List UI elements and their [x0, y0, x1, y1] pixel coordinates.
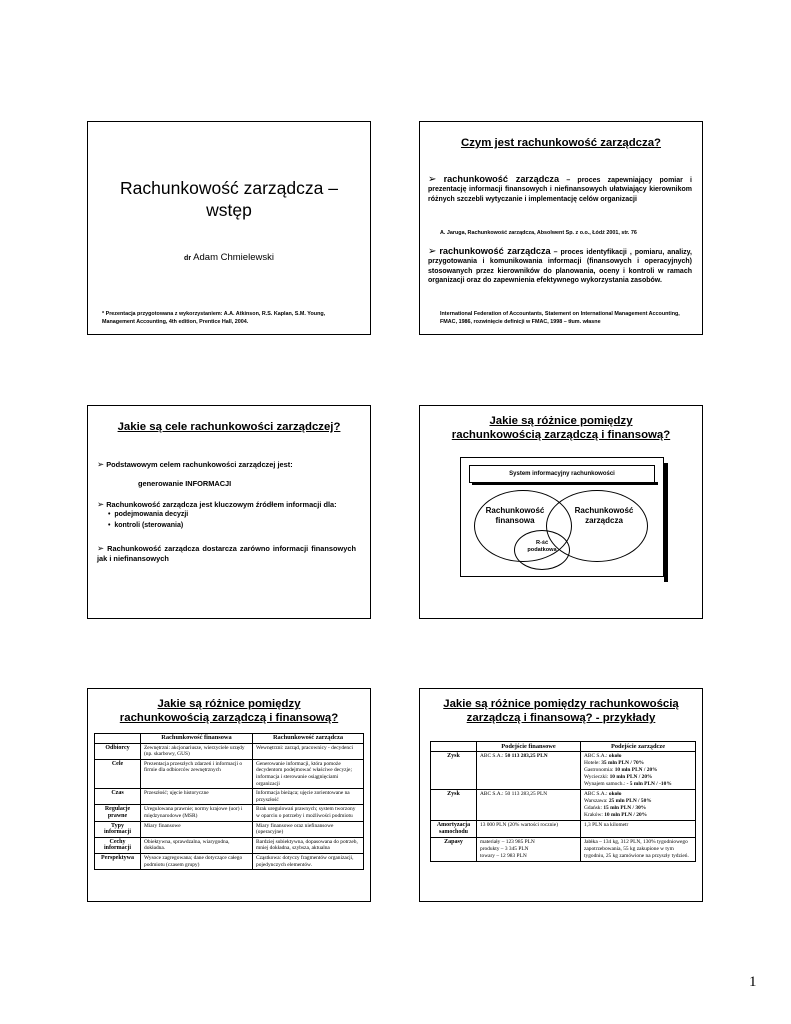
reference-1: A. Jaruga, Rachunkowość zarządcza, Absolwent Sp. z o.o., Łódź 2001, str. 76	[440, 230, 637, 236]
table-row: Cele Prezentacja przeszłych zdarzeń i informacji o firmie dla odbiorców zewnętrznych Generowanie informacji, która pomoże decydentom podejmować właściwe decyzje; informacja i sterowanie osiągnięciami organizacji	[95, 759, 364, 788]
examples-table	[430, 741, 696, 862]
goal-2-item: • kontroli (sterowania)	[108, 522, 184, 529]
tax-label: R-ść podatkowa	[527, 540, 557, 553]
arrow-bullet-icon: ➢	[428, 246, 437, 257]
table-header-row: Rachunkowość finansowa Rachunkowość zarządcza	[95, 734, 364, 744]
page-number: 1	[749, 974, 757, 990]
table-row: Czas Przeszłość; ujęcie historyczne Informacja bieżąca; ujęcie zorientowane na przyszłość	[95, 789, 364, 805]
definition-2: ➢ rachunkowość zarządcza – proces identyfikacji , pomiaru, analizy, przygotowania i komunikowania informacji (finansowych i operacyjnych) stosowanych przez kierowników do planowania, oceny i kontroli w ramach organizacji oraz do zapewnienia efektywnego wykorzystania zasobów.	[428, 246, 693, 285]
accounting-system-diagram	[460, 457, 664, 577]
slide-title	[87, 121, 371, 335]
slide-comparison-table	[87, 688, 371, 902]
slide-title: Jakie są różnice pomiędzy rachunkowością zarządczą i finansową? - przykłady	[443, 698, 679, 724]
table-row: Zysk ABC S.A.: 50 113 283,25 PLN ABC S.A.: około Hotele: 35 mln PLN / 70% Gastronomia: 10 mln PLN / 20% Wycieczki: 10 mln PLN / 20% Wynajem samoch.: - 5 mln PLN / -10%	[431, 752, 696, 790]
goal-1: ➢ Podstawowym celem rachunkowości zarządczej jest:	[97, 459, 293, 469]
slide-title: Jakie są różnice pomiędzy rachunkowością zarządczą i finansową?	[451, 415, 671, 441]
table-row: Zysk ABC S.A.: 50 113 283,25 PLN ABC S.A.: około Warszawa: 25 mln PLN / 50% Gdańsk: 15 mln PLN / 30% Kraków: 10 mln PLN / 20%	[431, 790, 696, 821]
table-row: Regulacje prawne Uregulowana prawnie; normy krajowe (uor) i międzynarodowe (MSR) Brak uregulowań prawnych; system tworzony w oparciu o potrzeby i możliwości podmiotu	[95, 805, 364, 821]
author: dr Adam Chmielewski	[184, 252, 274, 263]
goal-2: ➢ Rachunkowość zarządcza jest kluczowym źródłem informacji dla:	[97, 499, 337, 509]
goal-3: ➢ Rachunkowość zarządcza dostarcza zarówno informacji finansowych jak i niefinansowych	[97, 543, 356, 563]
slide-title: Jakie są cele rachunkowości zarządczej?	[117, 421, 341, 433]
financial-label: Rachunkowość finansowa	[485, 506, 545, 525]
slide-examples-table	[419, 688, 703, 902]
slide-goals	[87, 405, 371, 619]
table-row: Amortyzacja samochodu 13 000 PLN (20% wartości rocznie) 1,3 PLN na kilometr	[431, 821, 696, 838]
slide-definition	[419, 121, 703, 335]
arrow-bullet-icon: ➢	[97, 543, 105, 553]
slide-diagram	[419, 405, 703, 619]
main-title: Rachunkowość zarządcza – wstęp	[120, 178, 338, 220]
comparison-table	[94, 733, 364, 870]
goal-2-item: • podejmowania decyzji	[108, 511, 189, 518]
slide-title: Jakie są różnice pomiędzy rachunkowością zarządczą i finansową?	[119, 698, 339, 724]
table-row: Perspektywa Wysoce zagregowana; dane dotyczące całego podmiotu (czasem grupy) Cząstkowa: dotyczy fragmentów organizacji, pojedynczych elementów.	[95, 853, 364, 869]
table-row: Cechy informacji Obiektywna, sprawdzalna, wiarygodna, dokładna. Bardziej subiektywna, dopasowana do potrzeb, mniej dokładna, szybsza, aktualna	[95, 837, 364, 853]
table-header-row: Podejście finansowe Podejście zarządcze	[431, 742, 696, 752]
table-row: Zapasy materiały – 123 985 PLN produkty – 3 345 PLN towary – 12 983 PLN Jabłka – 134 kg, 312 PLN, 130% tygodniowego zapotrzebowania, 55 kg zakupione w tym tygodniu, 25 kg zamówione na przyszły tydzień.	[431, 838, 696, 862]
system-box: System informacyjny rachunkowości	[469, 465, 655, 483]
source-note: * Prezentacja przygotowana z wykorzystaniem: A.A. Atkinson, R.S. Kaplan, S.M. Young, Management Accounting, 4th edition, Prentice Hall, 2004.	[102, 311, 326, 325]
definition-1: ➢ rachunkowość zarządcza – proces zapewniający pomiar i prezentację informacji finansowych i niefinansowych ułatwiający kierownikom różnych szczebli wytyczanie i implementację celów organizacji	[428, 174, 692, 203]
table-row: Odbiorcy Zewnętrzni: akcjonariusze, wierzyciele urzędy (np. skarbowy, GUS) Wewnętrzni: zarząd, pracownicy - decydenci	[95, 743, 364, 759]
reference-2: International Federation of Accountants, Statement on International Management Accounting, FMAC, 1986, rozwinięcie definicji w FMAC, 1998 – tłum. własne	[440, 311, 680, 325]
table-row: Typy informacji Miary finansowe Miary finansowe oraz niefinansowe (operacyjne)	[95, 821, 364, 837]
management-label: Rachunkowość zarządcza	[574, 506, 634, 525]
arrow-bullet-icon: ➢	[428, 174, 437, 185]
slide-title: Czym jest rachunkowość zarządcza?	[460, 137, 662, 149]
goal-1-sub: generowanie INFORMACJI	[138, 479, 232, 488]
arrow-bullet-icon: ➢	[97, 459, 105, 469]
arrow-bullet-icon: ➢	[97, 499, 105, 509]
